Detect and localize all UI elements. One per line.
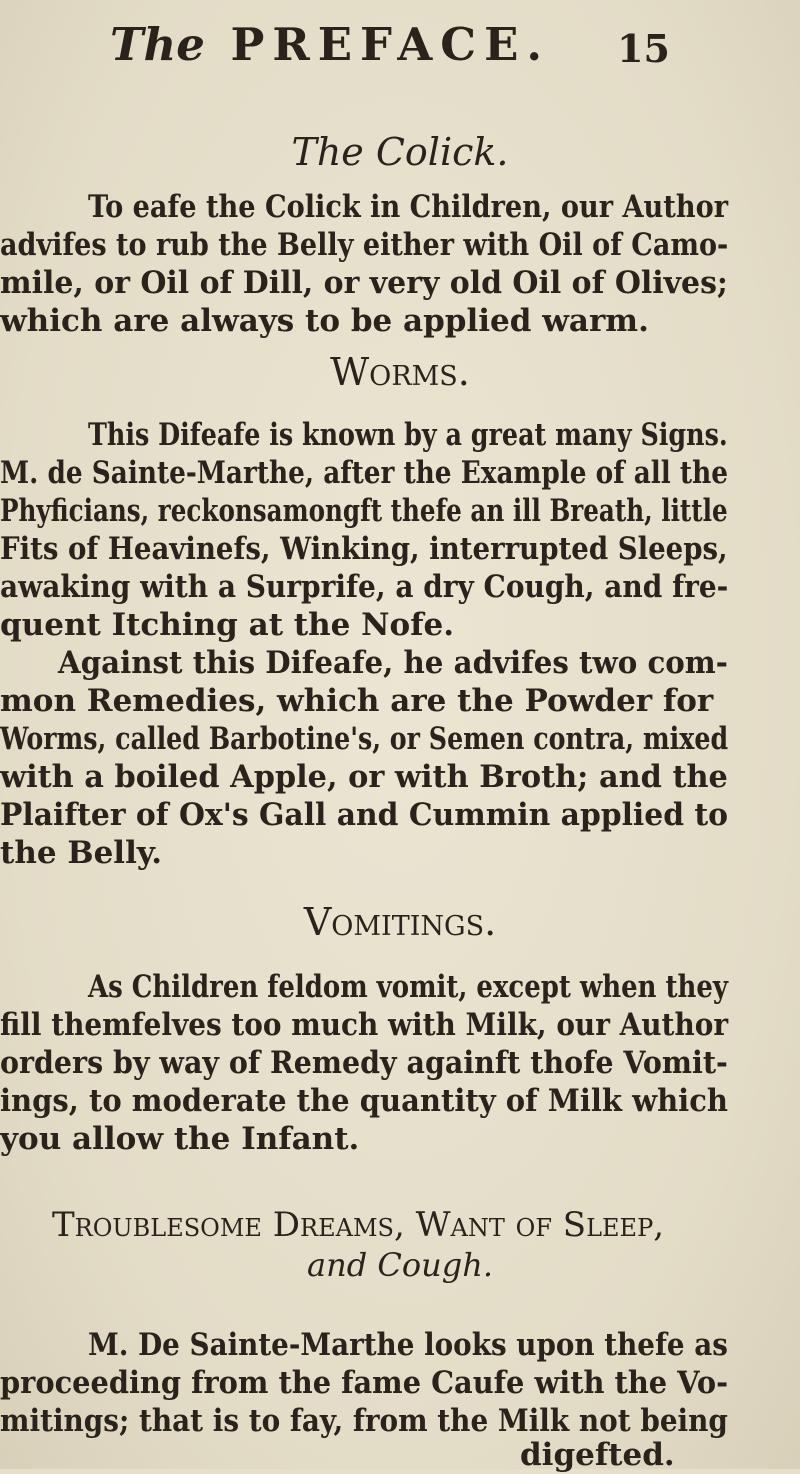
text-line: orders by way of Remedy againft thofe Vomit- xyxy=(0,1045,728,1081)
page-number: 15 xyxy=(617,26,670,71)
text-line: with a boiled Apple, or with Broth; and the xyxy=(0,759,728,795)
text-line: To eafe the Colick in Children, our Author xyxy=(88,189,729,225)
text-line: Against this Difeafe, he advifes two com- xyxy=(58,645,728,681)
text-line: advifes to rub the Belly either with Oil of Camo- xyxy=(0,227,729,263)
text-line: awaking with a Surprife, a dry Cough, and fre- xyxy=(0,569,729,605)
heading-and-cough: and Cough. xyxy=(307,1246,493,1284)
text-line: This Difeafe is known by a great many Signs. xyxy=(88,417,728,453)
text-line: M. De Sainte-Marthe looks upon thefe as xyxy=(88,1327,728,1363)
text-line: As Children feldom vomit, except when they xyxy=(88,969,728,1005)
text-line: proceeding from the fame Caufe with the Vo- xyxy=(0,1365,729,1401)
text-line: Phyficians, reckonsamongft thefe an ill Breath, little xyxy=(0,493,728,529)
text-line: ings, to moderate the quantity of Milk which xyxy=(0,1083,728,1119)
text-line: mile, or Oil of Dill, or very old Oil of Olives; xyxy=(0,265,728,301)
running-head xyxy=(110,14,670,78)
heading-vomitings: Vomitings. xyxy=(303,900,497,944)
text-line: Worms, called Barbotine's, or Semen contra, mixed xyxy=(0,721,729,757)
running-head-title xyxy=(110,18,550,71)
text-line: mon Remedies, which are the Powder for xyxy=(0,683,714,719)
text-line: you allow the Infant. xyxy=(0,1121,360,1157)
heading-troublesome-dreams: Troublesome Dreams, Want of Sleep, xyxy=(52,1205,665,1245)
text-line: the Belly. xyxy=(0,835,163,871)
text-line: quent Itching at the Nofe. xyxy=(0,607,455,643)
text-line: mitings; that is to fay, from the Milk not being xyxy=(0,1403,728,1439)
text-line: digefted. xyxy=(520,1437,675,1473)
running-head-preface: PREFACE. xyxy=(230,18,551,71)
running-head-the: The xyxy=(110,18,205,71)
text-line: Plaifter of Ox's Gall and Cummin applied to xyxy=(0,797,729,833)
text-line: which are always to be applied warm. xyxy=(0,303,649,339)
heading-worms: Worms. xyxy=(330,350,470,394)
text-line: M. de Sainte-Marthe, after the Example of all the xyxy=(0,455,728,491)
heading-colick: The Colick. xyxy=(291,130,509,174)
text-line: fill themfelves too much with Milk, our Author xyxy=(0,1007,729,1043)
text-line: Fits of Heavinefs, Winking, interrupted Sleeps, xyxy=(0,531,728,567)
